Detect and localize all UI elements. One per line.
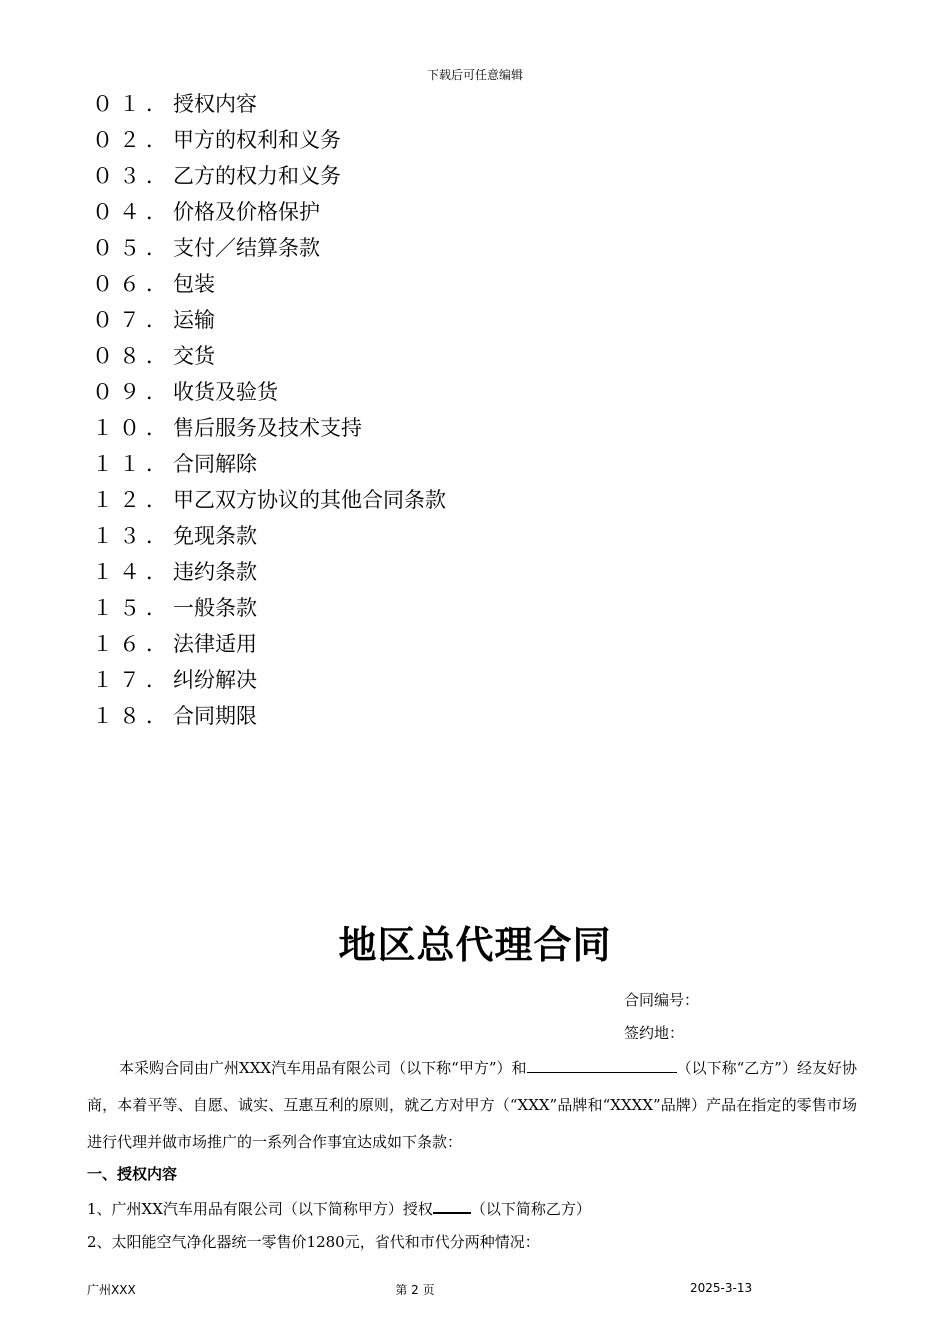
toc-number: １７．: [92, 668, 173, 692]
toc-number: １８．: [92, 704, 173, 728]
toc-item: [92, 554, 446, 590]
toc-label: 甲乙双方协议的其他合同条款: [173, 488, 446, 512]
toc-label: 免现条款: [173, 524, 257, 548]
toc-number: ０７．: [92, 308, 173, 332]
toc-item: [92, 518, 446, 554]
toc-label: 交货: [173, 344, 215, 368]
footer-date: 2025-3-13: [690, 1281, 753, 1295]
toc-number: ０５．: [92, 236, 173, 260]
toc-number: ０３．: [92, 164, 173, 188]
footer-page-number: 第 2 页: [395, 1283, 435, 1297]
toc-label: 合同解除: [173, 452, 257, 476]
toc-number: １２．: [92, 488, 173, 512]
intro-paragraph: [87, 1050, 857, 1161]
contract-number-label: 合同编号：: [624, 991, 700, 1009]
page-header: 下载后可任意编辑: [426, 68, 523, 82]
toc-item: [92, 86, 446, 122]
toc-label: 运输: [173, 308, 215, 332]
party-b-blank: [527, 1054, 677, 1073]
toc-item: [92, 122, 446, 158]
toc-number: １０．: [92, 416, 173, 440]
toc-number: １５．: [92, 596, 173, 620]
toc-label: 合同期限: [173, 704, 257, 728]
toc-label: 价格及价格保护: [173, 200, 320, 224]
toc-number: １６．: [92, 632, 173, 656]
toc-number: ０６．: [92, 272, 173, 296]
table-of-contents: [92, 86, 446, 734]
toc-item: [92, 266, 446, 302]
toc-label: 纠纷解决: [173, 668, 257, 692]
toc-item: [92, 626, 446, 662]
intro-text-part1: 本采购合同由广州XXX汽车用品有限公司（以下称“甲方”）和: [119, 1059, 527, 1077]
toc-label: 乙方的权力和义务: [173, 164, 341, 188]
toc-label: 一般条款: [173, 596, 257, 620]
toc-label: 售后服务及技术支持: [173, 416, 362, 440]
toc-number: ０４．: [92, 200, 173, 224]
toc-label: 甲方的权利和义务: [173, 128, 341, 152]
toc-item: [92, 482, 446, 518]
toc-item: [92, 230, 446, 266]
toc-label: 收货及验货: [173, 380, 278, 404]
toc-item: [92, 338, 446, 374]
clause-text-part2: （以下简称乙方）: [470, 1200, 591, 1218]
clause-text-part1: 1、广州XX汽车用品有限公司（以下简称甲方）授权: [87, 1200, 433, 1218]
toc-number: １１．: [92, 452, 173, 476]
toc-number: １３．: [92, 524, 173, 548]
intro-text-part2: （以下称“乙方”）经友好协商，本着平等、自愿、诚实、互惠互利的原则，就乙方对甲方（“XXX”品牌和“XXXX”品牌）产品在指定的零售市场进行代理并做市场推广的一系列合作事宜达成如下条款：: [87, 1059, 857, 1151]
clause-item: [87, 1196, 591, 1219]
toc-label: 法律适用: [173, 632, 257, 656]
document-title: 地区总代理合同: [338, 923, 612, 967]
toc-number: ０２．: [92, 128, 173, 152]
toc-item: [92, 446, 446, 482]
toc-item: [92, 698, 446, 734]
toc-number: ０９．: [92, 380, 173, 404]
toc-number: １４．: [92, 560, 173, 584]
clause-item: 2、太阳能空气净化器统一零售价1280元，省代和市代分两种情况：: [87, 1233, 540, 1251]
footer-company: 广州XXX: [87, 1283, 136, 1297]
toc-number: ０８．: [92, 344, 173, 368]
toc-item: [92, 662, 446, 698]
toc-item: [92, 374, 446, 410]
toc-item: [92, 194, 446, 230]
toc-label: 包装: [173, 272, 215, 296]
toc-item: [92, 302, 446, 338]
toc-item: [92, 590, 446, 626]
authorized-party-blank: [433, 1196, 471, 1214]
toc-label: 授权内容: [173, 92, 257, 116]
toc-label: 支付／结算条款: [173, 236, 320, 260]
signing-place-label: 签约地：: [624, 1024, 685, 1042]
toc-number: ０１．: [92, 92, 173, 116]
toc-item: [92, 410, 446, 446]
toc-label: 违约条款: [173, 560, 257, 584]
section-heading: 一、授权内容: [87, 1165, 178, 1183]
toc-item: [92, 158, 446, 194]
